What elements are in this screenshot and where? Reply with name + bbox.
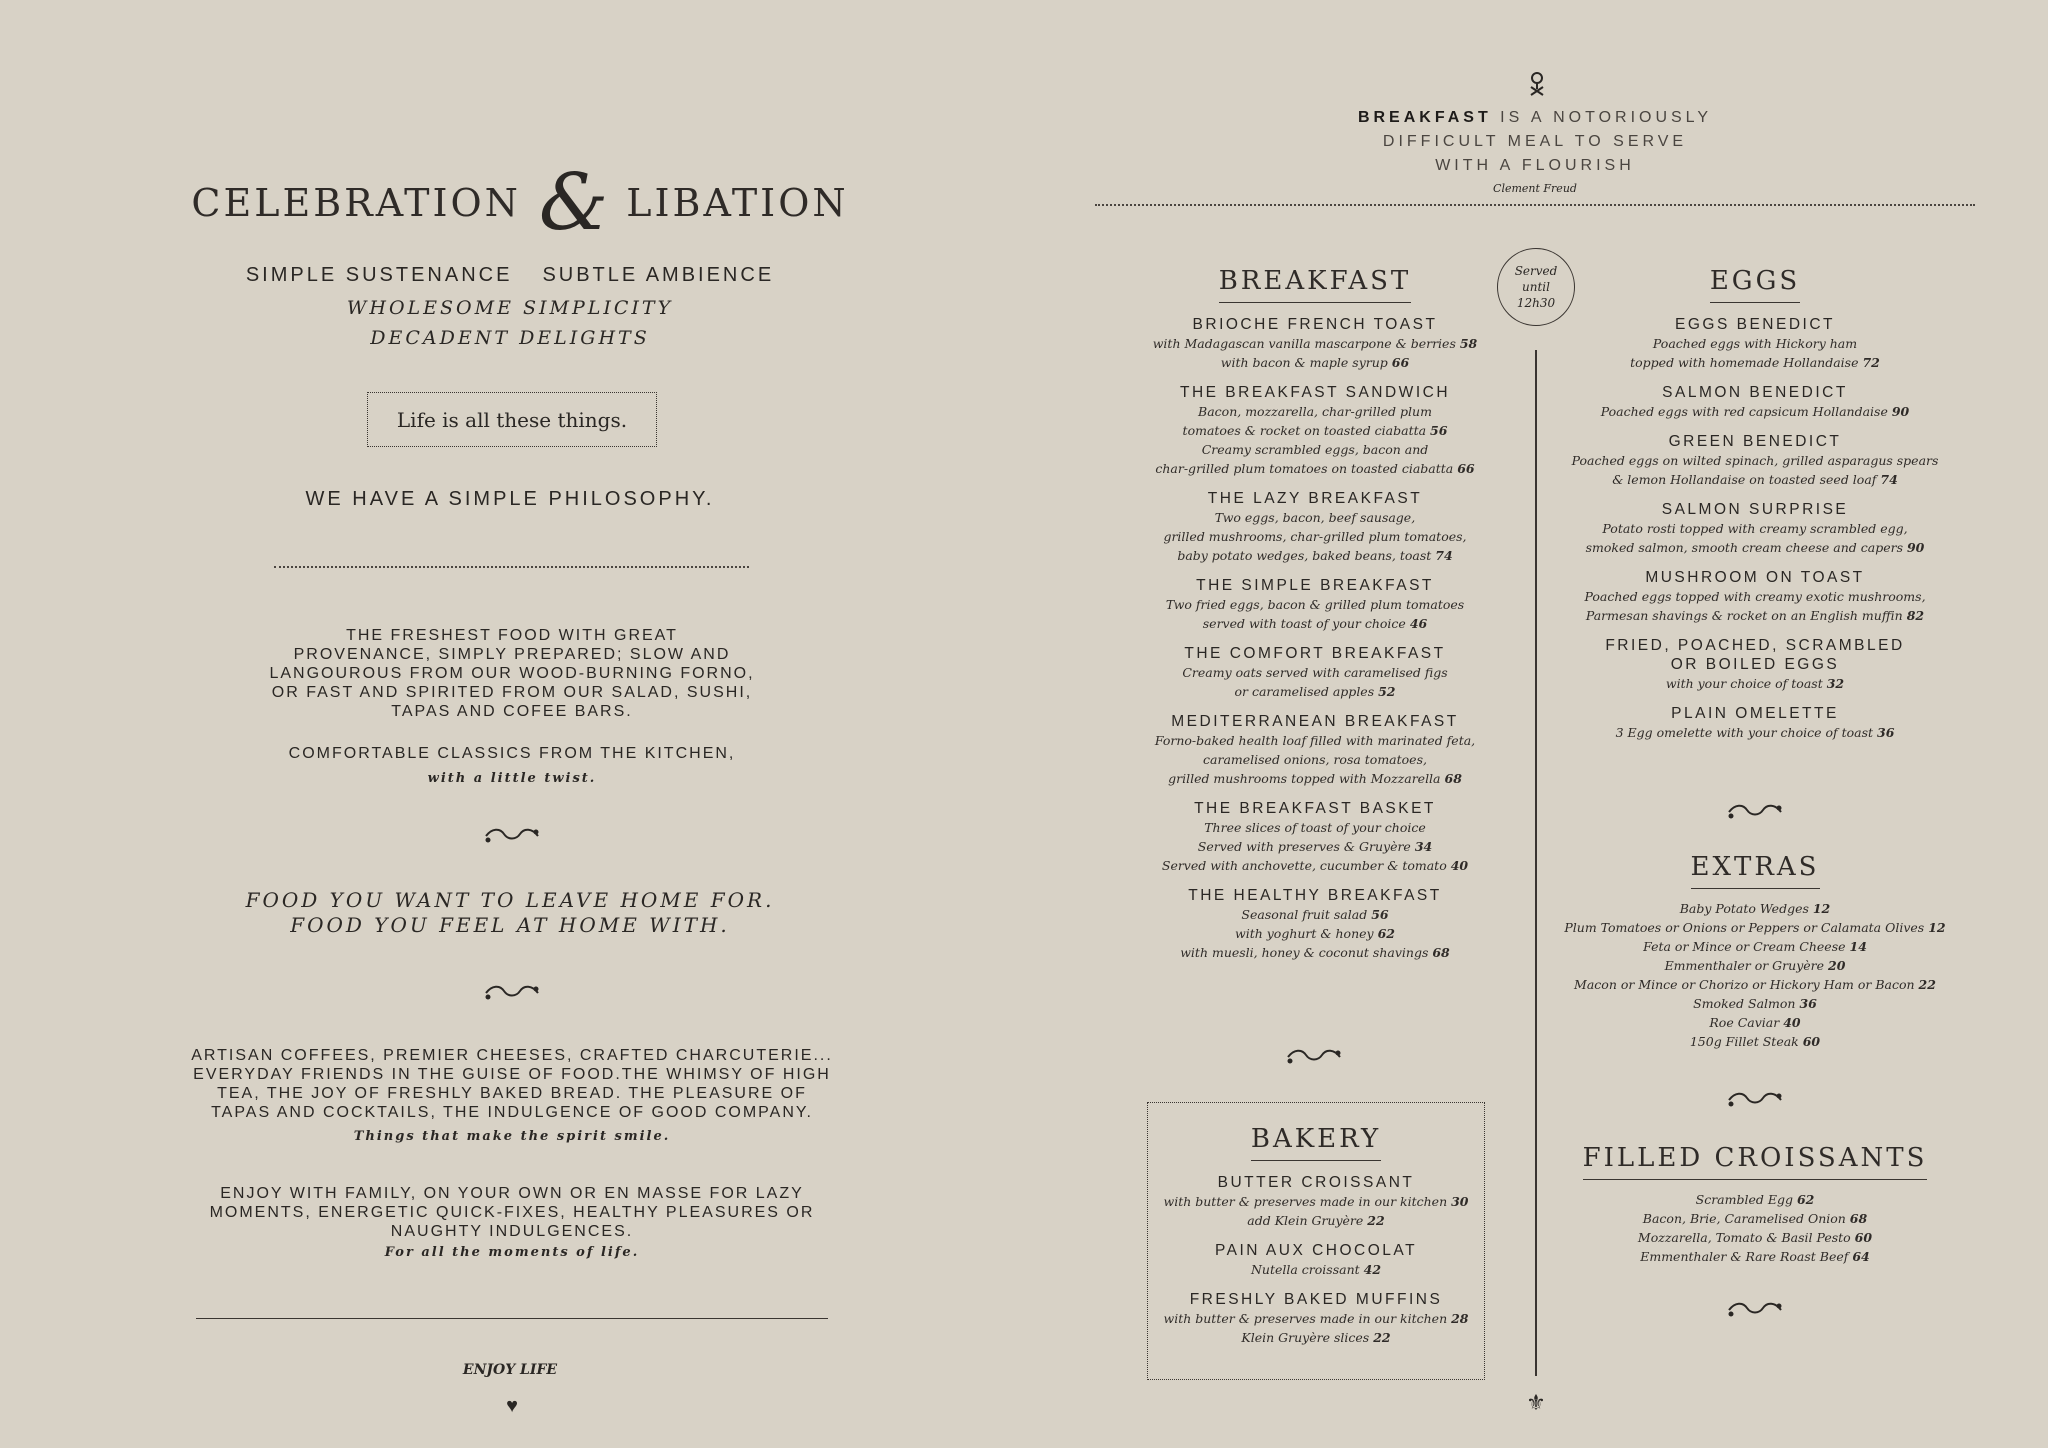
description-text: Scrambled Egg — [1695, 1192, 1797, 1207]
description-text: add Klein Gruyère — [1247, 1213, 1368, 1228]
price: 14 — [1849, 939, 1867, 954]
item-description — [1135, 353, 1495, 372]
menu-item-name: EGGS BENEDICT — [1675, 316, 1835, 333]
swash-ornament-icon — [1725, 802, 1785, 822]
extras-title: EXTRAS — [1691, 852, 1820, 889]
description-text: 3 Egg omelette with your choice of toast — [1615, 725, 1878, 740]
item-description — [1565, 538, 1945, 557]
menu-item-name: THE BREAKFAST BASKET — [1194, 800, 1436, 817]
menu-item — [1565, 383, 1945, 421]
served-line: Served — [1514, 264, 1558, 278]
description-text: caramelised onions, rosa tomatoes, — [1203, 752, 1427, 767]
description-text: Poached eggs on wilted spinach, grilled asparagus spears — [1571, 453, 1939, 468]
intro-line: TAPAS AND COFEE BARS. — [391, 703, 633, 720]
price: 30 — [1451, 1194, 1469, 1209]
item-description — [1565, 470, 1945, 489]
item-description — [1545, 975, 1965, 994]
description-text: tomatoes & rocket on toasted ciabatta — [1182, 423, 1431, 438]
item-description — [1135, 459, 1495, 478]
description-text: 150g Fillet Steak — [1689, 1034, 1803, 1049]
menu-item-name: SALMON SURPRISE — [1661, 501, 1849, 518]
quote-line-1-rest: IS A NOTORIOUSLY — [1491, 109, 1713, 126]
item-description — [1565, 674, 1945, 693]
page-headline — [180, 158, 860, 248]
description-text: Poached eggs with red capsicum Hollandaise — [1600, 404, 1892, 419]
intro-line: OR FAST AND SPIRITED FROM OUR SALAD, SUSHI, — [271, 684, 753, 701]
enjoy-line: MOMENTS, ENERGETIC QUICK-FIXES, HEALTHY PLEASURES OR — [209, 1204, 815, 1221]
item-description — [1135, 924, 1495, 943]
artisan-line: EVERYDAY FRIENDS IN THE GUISE OF FOOD.THE WHIMSY OF HIGH — [193, 1066, 831, 1083]
description-text: Served with anchovette, cucumber & tomato — [1161, 858, 1451, 873]
description-text: with muesli, honey & coconut shavings — [1180, 945, 1433, 960]
price: 68 — [1432, 945, 1450, 960]
description-text: Feta or Mince or Cream Cheese — [1643, 939, 1850, 954]
moments-of-life: For all the moments of life. — [384, 1245, 640, 1260]
description-text: Poached eggs topped with creamy exotic mushrooms, — [1584, 589, 1926, 604]
item-description — [1565, 723, 1945, 742]
item-description — [1565, 606, 1945, 625]
item-description — [1135, 818, 1495, 837]
price: 36 — [1877, 725, 1895, 740]
menu-item-name: FRIED, POACHED, SCRAMBLED — [1605, 637, 1905, 654]
description-text: Seasonal fruit salad — [1241, 907, 1372, 922]
price: 68 — [1444, 771, 1462, 786]
menu-item-name: THE SIMPLE BREAKFAST — [1196, 577, 1434, 594]
description-text: smoked salmon, smooth cream cheese and capers — [1585, 540, 1907, 555]
menu-item-name: BUTTER CROISSANT — [1217, 1174, 1415, 1191]
price: 60 — [1854, 1230, 1873, 1245]
menu-item-name: MEDITERRANEAN BREAKFAST — [1171, 713, 1459, 730]
tagline-row — [210, 264, 810, 287]
description-text: baby potato wedges, baked beans, toast — [1177, 548, 1436, 563]
item-description — [1565, 334, 1945, 353]
swash-ornament-icon — [482, 826, 542, 846]
item-description — [1135, 421, 1495, 440]
item-description — [1545, 918, 1965, 937]
description-text: Parmesan shavings & rocket on an English muffin — [1585, 608, 1907, 623]
tagline-subtle-ambience: SUBTLE AMBIENCE — [542, 264, 775, 286]
price: 36 — [1799, 996, 1817, 1011]
menu-item-name: THE BREAKFAST SANDWICH — [1179, 384, 1451, 401]
breakfast-quote — [1310, 106, 1760, 195]
price: 40 — [1450, 858, 1469, 873]
headline-celebration: CELEBRATION — [191, 181, 521, 225]
description-text: Poached eggs with Hickory ham — [1652, 336, 1858, 351]
swash-ornament-icon — [1725, 1300, 1785, 1320]
breakfast-section — [1135, 266, 1495, 973]
price: 90 — [1906, 540, 1925, 555]
description-text: Baby Potato Wedges — [1679, 901, 1813, 916]
price: 64 — [1852, 1249, 1870, 1264]
menu-item — [1147, 1173, 1485, 1230]
price: 20 — [1828, 958, 1846, 973]
item-description — [1545, 1013, 1965, 1032]
life-box — [367, 392, 657, 447]
description-text: Emmenthaler & Rare Roast Beef — [1640, 1249, 1853, 1264]
bakery-section — [1147, 1124, 1485, 1358]
item-description — [1545, 899, 1965, 918]
item-description — [1135, 527, 1495, 546]
price: 12 — [1812, 901, 1831, 916]
description-text: & lemon Hollandaise on toasted seed loaf — [1612, 472, 1881, 487]
description-text: Bacon, mozzarella, char-grilled plum — [1198, 404, 1432, 419]
menu-item-name: BRIOCHE FRENCH TOAST — [1192, 316, 1438, 333]
price: 90 — [1891, 404, 1910, 419]
price: 82 — [1906, 608, 1925, 623]
philosophy-heading: WE HAVE A SIMPLE PHILOSOPHY. — [305, 488, 715, 510]
enjoy-line: ENJOY WITH FAMILY, ON YOUR OWN OR EN MASSE FOR LAZY — [220, 1185, 804, 1202]
menu-item-name: THE LAZY BREAKFAST — [1207, 490, 1423, 507]
item-description — [1565, 451, 1945, 470]
menu-item-name: THE HEALTHY BREAKFAST — [1188, 887, 1442, 904]
item-description — [1135, 750, 1495, 769]
menu-item — [1565, 636, 1945, 693]
menu-item-name: SALMON BENEDICT — [1662, 384, 1848, 401]
price: 66 — [1391, 355, 1410, 370]
item-description — [1135, 856, 1495, 875]
artisan-line: TEA, THE JOY OF FRESHLY BAKED BREAD. THE PLEASURE OF — [217, 1085, 807, 1102]
price: 46 — [1409, 616, 1428, 631]
item-description — [1135, 731, 1495, 750]
description-text: Creamy scrambled eggs, bacon and — [1201, 442, 1429, 457]
price: 62 — [1377, 926, 1395, 941]
item-description — [1135, 837, 1495, 856]
description-text: Two eggs, bacon, beef sausage, — [1214, 510, 1416, 525]
price: 42 — [1363, 1262, 1382, 1277]
quote-line-1 — [1310, 106, 1760, 130]
food-quote — [210, 888, 810, 938]
item-description — [1135, 769, 1495, 788]
menu-item-name: THE COMFORT BREAKFAST — [1184, 645, 1446, 662]
price: 28 — [1451, 1311, 1469, 1326]
quote-line-2: DIFFICULT MEAL TO SERVE — [1382, 133, 1688, 150]
item-description — [1147, 1309, 1485, 1328]
item-description — [1135, 943, 1495, 962]
description-text: Potato rosti topped with creamy scrambled egg, — [1602, 521, 1908, 536]
croissants-section — [1545, 1143, 1965, 1266]
served-time: 12h30 — [1516, 296, 1556, 310]
item-description — [1565, 519, 1945, 538]
description-text: Three slices of toast of your choice — [1204, 820, 1426, 835]
menu-item — [1135, 799, 1495, 875]
description-text: Bacon, Brie, Caramelised Onion — [1642, 1211, 1850, 1226]
item-description — [1545, 956, 1965, 975]
fleur-de-lis-icon: ⚜ — [1526, 1390, 1546, 1415]
description-text: with your choice of toast — [1665, 676, 1827, 691]
price: 66 — [1457, 461, 1475, 476]
spirit-smile: Things that make the spirit smile. — [353, 1129, 671, 1144]
item-description — [1147, 1211, 1485, 1230]
menu-item — [1135, 315, 1495, 372]
item-description — [1545, 1209, 1965, 1228]
item-description — [1135, 905, 1495, 924]
item-description — [1135, 595, 1495, 614]
description-text: served with toast of your choice — [1202, 616, 1410, 631]
enjoy-life: ENJOY LIFE — [462, 1362, 558, 1378]
description-text: topped with homemade Hollandaise — [1630, 355, 1863, 370]
description-text: grilled mushrooms topped with Mozzarella — [1168, 771, 1445, 786]
item-description — [1545, 1032, 1965, 1051]
item-description — [1135, 663, 1495, 682]
artisan-line: TAPAS AND COCKTAILS, THE INDULGENCE OF GOOD COMPANY. — [211, 1104, 813, 1121]
price: 22 — [1373, 1330, 1391, 1345]
item-description — [1565, 353, 1945, 372]
bakery-title: BAKERY — [1251, 1124, 1381, 1161]
menu-item — [1135, 644, 1495, 701]
item-description — [1135, 402, 1495, 421]
description-text: Nutella croissant — [1250, 1262, 1364, 1277]
price: 52 — [1378, 684, 1396, 699]
price: 60 — [1802, 1034, 1821, 1049]
description-text: Mozzarella, Tomato & Basil Pesto — [1637, 1230, 1855, 1245]
item-description — [1135, 508, 1495, 527]
served-line: until — [1522, 280, 1550, 294]
menu-item — [1565, 315, 1945, 372]
tagline-decadent: DECADENT DELIGHTS — [370, 327, 650, 349]
description-text: or caramelised apples — [1234, 684, 1379, 699]
classics-line: COMFORTABLE CLASSICS FROM THE KITCHEN, — [288, 745, 736, 762]
item-description — [1545, 1228, 1965, 1247]
intro-line: THE FRESHEST FOOD WITH GREAT — [346, 627, 678, 644]
item-description — [1147, 1328, 1485, 1347]
tagline-wholesome: WHOLESOME SIMPLICITY — [346, 297, 674, 319]
description-text: Smoked Salmon — [1693, 996, 1800, 1011]
enjoy-paragraph — [182, 1184, 842, 1241]
menu-item — [1565, 432, 1945, 489]
menu-item-name: GREEN BENEDICT — [1668, 433, 1842, 450]
menu-item — [1135, 576, 1495, 633]
price: 68 — [1849, 1211, 1868, 1226]
description-text: with Madagascan vanilla mascarpone & berries — [1152, 336, 1460, 351]
served-until-badge — [1497, 248, 1575, 326]
quote-divider — [1095, 204, 1975, 206]
description-text: Two fried eggs, bacon & grilled plum tomatoes — [1165, 597, 1465, 612]
price: 74 — [1435, 548, 1453, 563]
heart-icon: ♥ — [506, 1395, 518, 1417]
description-text: with yoghurt & honey — [1235, 926, 1378, 941]
dotted-divider — [274, 566, 749, 568]
price: 34 — [1414, 839, 1433, 854]
food-quote-line: FOOD YOU FEEL AT HOME WITH. — [290, 913, 730, 937]
item-description — [1545, 994, 1965, 1013]
description-text: with bacon & maple syrup — [1220, 355, 1392, 370]
tagline-simple-sustenance: SIMPLE SUSTENANCE — [245, 264, 513, 286]
description-text: Served with preserves & Gruyère — [1197, 839, 1415, 854]
item-description — [1135, 440, 1495, 459]
description-text: with butter & preserves made in our kitchen — [1163, 1194, 1452, 1209]
item-description — [1135, 334, 1495, 353]
price: 12 — [1928, 920, 1946, 935]
menu-item-name: MUSHROOM ON TOAST — [1645, 569, 1865, 586]
price: 62 — [1796, 1192, 1815, 1207]
menu-item-name: PLAIN OMELETTE — [1671, 705, 1839, 722]
extras-lines — [1545, 899, 1965, 1051]
description-text: Klein Gruyère slices — [1241, 1330, 1374, 1345]
description-text: Forno-baked health loaf filled with marinated feta, — [1154, 733, 1476, 748]
swash-ornament-icon — [1725, 1090, 1785, 1110]
menu-item — [1565, 704, 1945, 742]
item-description — [1545, 1247, 1965, 1266]
menu-item — [1147, 1290, 1485, 1347]
description-text: Macon or Mince or Chorizo or Hickory Ham or Bacon — [1574, 977, 1919, 992]
item-description — [1147, 1260, 1485, 1279]
price: 40 — [1783, 1015, 1801, 1030]
quote-line-3: WITH A FLOURISH — [1435, 157, 1635, 174]
description-text: Emmenthaler or Gruyère — [1664, 958, 1829, 973]
item-description — [1135, 682, 1495, 701]
description-text: Plum Tomatoes or Onions or Peppers or Calamata Olives — [1564, 920, 1929, 935]
bakery-items — [1147, 1173, 1485, 1347]
intro-paragraph — [232, 626, 792, 721]
price: 58 — [1459, 336, 1478, 351]
description-text: grilled mushrooms, char-grilled plum tomatoes, — [1163, 529, 1467, 544]
item-description — [1545, 1190, 1965, 1209]
swash-ornament-icon — [482, 983, 542, 1003]
quote-bold-word: BREAKFAST — [1357, 109, 1492, 126]
menu-item-name: OR BOILED EGGS — [1670, 656, 1840, 673]
classics-twist: with a little twist. — [427, 771, 597, 786]
menu-item — [1135, 383, 1495, 478]
eggs-items — [1565, 315, 1945, 742]
price: 72 — [1862, 355, 1880, 370]
description-text: Roe Caviar — [1709, 1015, 1784, 1030]
artisan-line: ARTISAN COFFEES, PREMIER CHEESES, CRAFTED CHARCUTERIE... — [191, 1047, 833, 1064]
description-text: char-grilled plum tomatoes on toasted ciabatta — [1155, 461, 1458, 476]
description-text: with butter & preserves made in our kitchen — [1163, 1311, 1452, 1326]
menu-item-name: PAIN AUX CHOCOLAT — [1214, 1242, 1418, 1259]
item-description — [1135, 546, 1495, 565]
croissants-lines — [1545, 1190, 1965, 1266]
item-description — [1147, 1192, 1485, 1211]
description-text: Creamy oats served with caramelised figs — [1182, 665, 1448, 680]
extras-section — [1545, 852, 1965, 1051]
menu-item — [1147, 1241, 1485, 1279]
eggs-section — [1565, 266, 1945, 753]
headline-ampersand: & — [538, 158, 609, 248]
enjoy-line: NAUGHTY INDULGENCES. — [390, 1223, 634, 1240]
solid-divider — [196, 1318, 828, 1319]
item-description — [1565, 402, 1945, 421]
artisan-paragraph — [182, 1046, 842, 1122]
price: 74 — [1880, 472, 1898, 487]
price: 22 — [1367, 1213, 1385, 1228]
menu-item-name: FRESHLY BAKED MUFFINS — [1189, 1291, 1443, 1308]
intro-line: PROVENANCE, SIMPLY PREPARED; SLOW AND — [293, 646, 731, 663]
menu-item — [1135, 886, 1495, 962]
intro-line: LANGOUROUS FROM OUR WOOD-BURNING FORNO, — [269, 665, 755, 682]
logo-mark-icon — [1527, 70, 1547, 96]
headline-libation: LIBATION — [626, 181, 849, 225]
food-quote-line: FOOD YOU WANT TO LEAVE HOME FOR. — [245, 888, 775, 912]
breakfast-title: BREAKFAST — [1219, 266, 1412, 303]
menu-item — [1565, 500, 1945, 557]
menu-item — [1135, 489, 1495, 565]
price: 56 — [1371, 907, 1389, 922]
menu-item — [1565, 568, 1945, 625]
eggs-title: EGGS — [1710, 266, 1800, 303]
quote-author: Clement Freud — [1493, 182, 1577, 195]
breakfast-items — [1135, 315, 1495, 962]
item-description — [1565, 587, 1945, 606]
price: 32 — [1826, 676, 1845, 691]
price: 56 — [1430, 423, 1448, 438]
croissants-title: FILLED CROISSANTS — [1583, 1143, 1928, 1180]
swash-ornament-icon — [1284, 1047, 1344, 1067]
column-divider — [1535, 350, 1537, 1376]
item-description — [1135, 614, 1495, 633]
menu-item — [1135, 712, 1495, 788]
item-description — [1545, 937, 1965, 956]
life-box-text: Life is all these things. — [396, 407, 628, 432]
price: 22 — [1918, 977, 1936, 992]
